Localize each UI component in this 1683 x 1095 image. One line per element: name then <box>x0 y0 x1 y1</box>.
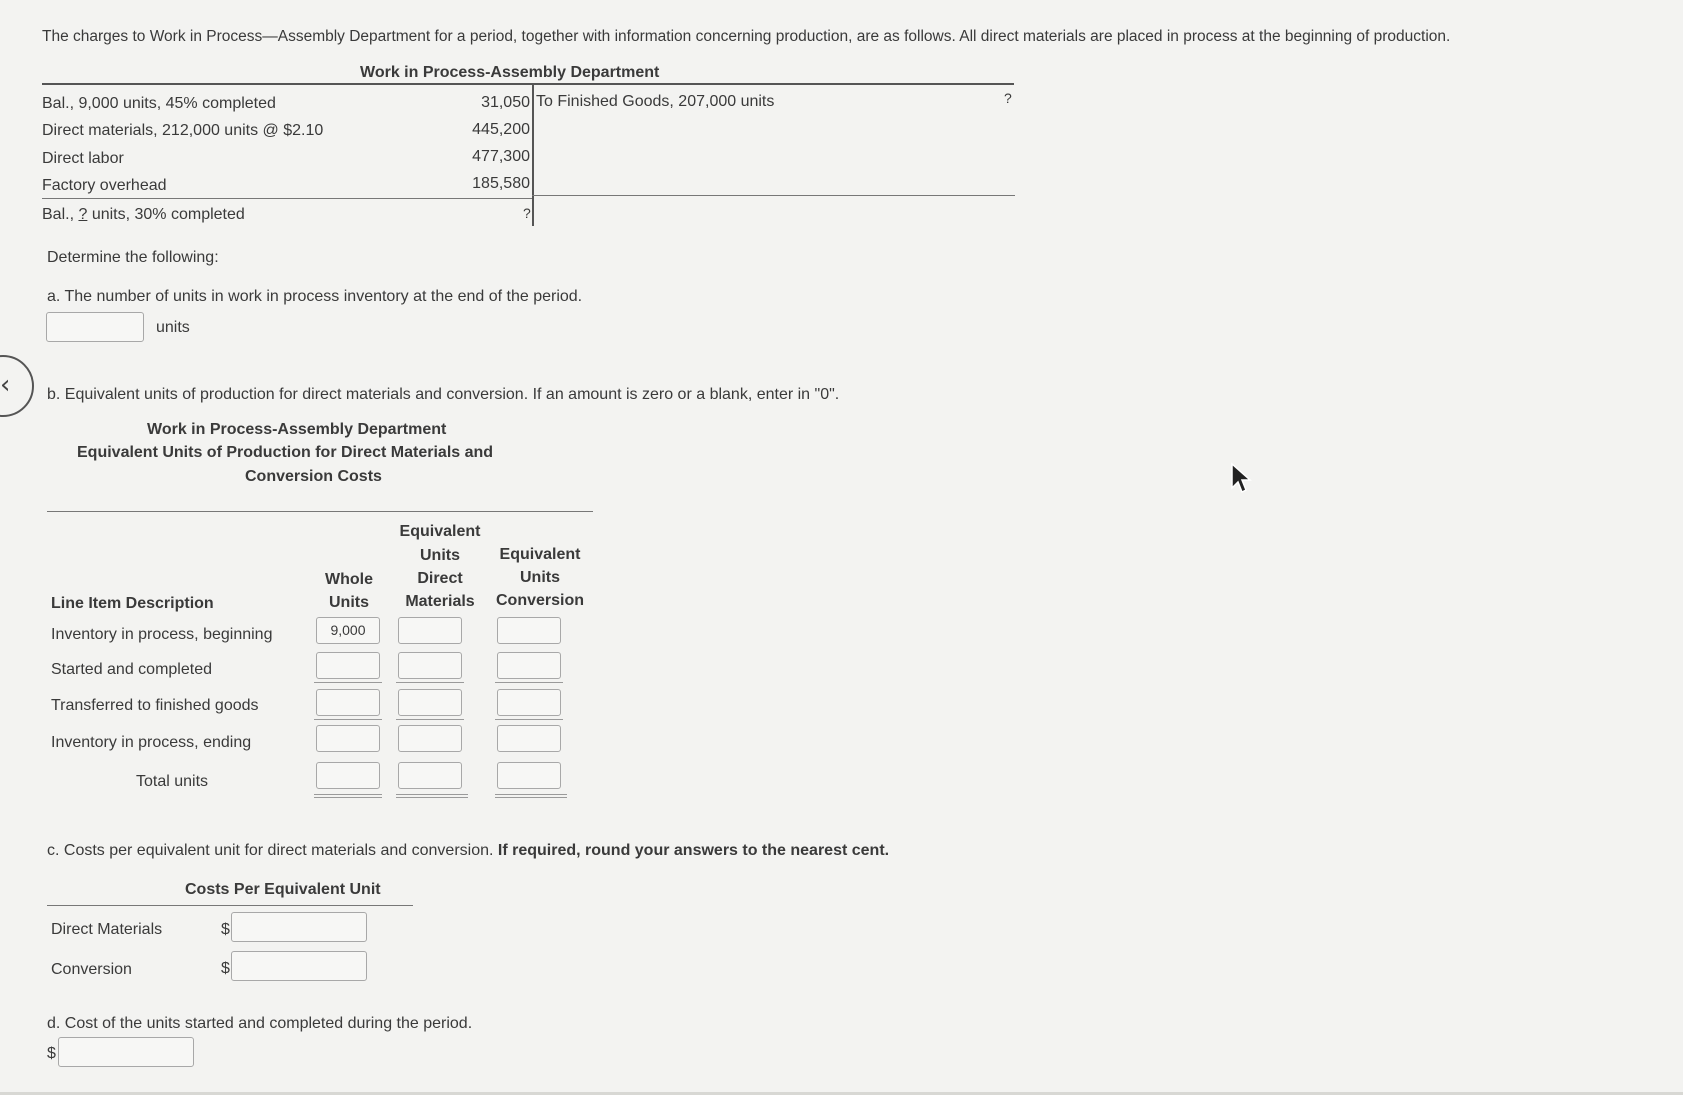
t-debit-label-0: Bal., 9,000 units, 45% completed <box>42 95 276 112</box>
whole-units-ending-input[interactable] <box>316 725 380 752</box>
mouse-pointer-icon <box>1230 462 1254 501</box>
part-c-currency-dm: $ <box>221 921 230 938</box>
part-a-unit-label: units <box>156 319 190 336</box>
part-b-rule <box>47 511 593 512</box>
conv-started-input[interactable] <box>497 652 561 679</box>
header-conv-3: Conversion <box>495 592 584 609</box>
conv-transferred-input[interactable] <box>497 689 561 716</box>
header-dm-1: Equivalent <box>399 523 481 540</box>
part-b-title-2: Equivalent Units of Production for Direct Materials and <box>77 444 494 461</box>
t-debit-total-rule <box>42 198 532 199</box>
part-d-currency: $ <box>47 1045 56 1062</box>
part-d-prompt: d. Cost of the units started and completed during the period. <box>47 1015 473 1032</box>
conv-ending-input[interactable] <box>497 725 561 752</box>
header-whole-1: Whole <box>325 571 373 588</box>
header-dm-4: Materials <box>405 593 475 610</box>
row-label-ending: Inventory in process, ending <box>51 734 252 751</box>
whole-subtotal-rule <box>314 719 382 720</box>
t-debit-label-3: Factory overhead <box>42 177 167 194</box>
dm-beginning-input[interactable] <box>398 617 462 644</box>
whole-total-double-rule <box>314 794 382 798</box>
whole-units-beginning-value: 9,000 <box>316 617 380 644</box>
t-credit-label: To Finished Goods, 207,000 units <box>536 93 775 110</box>
whole-units-total-input[interactable] <box>316 762 380 789</box>
row-label-beginning: Inventory in process, beginning <box>51 626 273 643</box>
t-debit-amount-0: 31,050 <box>481 94 530 111</box>
chevron-left-icon: ‹ <box>0 370 11 400</box>
part-c-label-dm: Direct Materials <box>51 921 163 938</box>
intro-text: The charges to Work in Process—Assembly Department for a period, together with information concerning production, are as follows. All direct materials are placed in process at the beginning of production. <box>42 28 1451 45</box>
dm-ending-input[interactable] <box>398 725 462 752</box>
whole-units-transferred-input[interactable] <box>316 689 380 716</box>
part-c-rule <box>47 905 413 906</box>
dm-cost-per-unit-input[interactable] <box>231 912 367 942</box>
dm-total-input[interactable] <box>398 762 462 789</box>
t-credit-total-rule <box>532 195 1015 196</box>
part-b-prompt: b. Equivalent units of production for direct materials and conversion. If an amount is zero or a blank, enter in "0". <box>47 386 840 403</box>
dm-started-input[interactable] <box>398 652 462 679</box>
t-debit-label-2: Direct labor <box>42 150 124 167</box>
conversion-cost-per-unit-input[interactable] <box>231 951 367 981</box>
part-a-units-input[interactable] <box>46 312 144 342</box>
part-b-title-1: Work in Process-Assembly Department <box>147 421 447 438</box>
header-description: Line Item Description <box>51 595 214 612</box>
row-label-transferred: Transferred to finished goods <box>51 697 259 714</box>
t-debit-amount-2: 477,300 <box>472 148 530 165</box>
header-dm-2: Units <box>420 547 460 564</box>
t-ending-balance-amount: ? <box>523 205 531 221</box>
row-label-total: Total units <box>136 773 209 790</box>
part-c-label-conv: Conversion <box>51 961 132 978</box>
determine-text: Determine the following: <box>47 249 219 266</box>
conv-transfer-rule <box>495 682 563 683</box>
t-account-title: Work in Process-Assembly Department <box>360 64 660 81</box>
part-b-title-3: Conversion Costs <box>245 468 382 485</box>
t-debit-amount-3: 185,580 <box>472 175 530 192</box>
conv-subtotal-rule <box>495 719 563 720</box>
t-ending-balance-label: Bal., ? units, 30% completed <box>42 206 245 223</box>
t-credit-amount: ? <box>1004 90 1012 106</box>
header-conv-2: Units <box>520 569 560 586</box>
dm-subtotal-rule <box>396 719 464 720</box>
dm-transfer-rule <box>396 682 464 683</box>
part-c-prompt: c. Costs per equivalent unit for direct materials and conversion. If required, round your answers to the nearest cent. <box>47 842 890 859</box>
whole-transfer-rule <box>314 682 382 683</box>
t-debit-amount-1: 445,200 <box>472 121 530 138</box>
part-c-title: Costs Per Equivalent Unit <box>185 881 381 898</box>
conv-total-input[interactable] <box>497 762 561 789</box>
dm-total-double-rule <box>396 794 468 798</box>
whole-units-started-input[interactable] <box>316 652 380 679</box>
t-debit-label-1: Direct materials, 212,000 units @ $2.10 <box>42 122 324 139</box>
header-whole-2: Units <box>329 594 369 611</box>
t-account-divider <box>532 84 534 226</box>
started-completed-cost-input[interactable] <box>58 1037 194 1067</box>
part-a-prompt: a. The number of units in work in process inventory at the end of the period. <box>47 288 583 305</box>
header-dm-3: Direct <box>417 570 463 587</box>
dm-transferred-input[interactable] <box>398 689 462 716</box>
row-label-started: Started and completed <box>51 661 212 678</box>
conv-total-double-rule <box>495 794 567 798</box>
part-c-currency-conv: $ <box>221 960 230 977</box>
conv-beginning-input[interactable] <box>497 617 561 644</box>
t-account-top-rule <box>42 83 1014 85</box>
header-conv-1: Equivalent <box>499 546 581 563</box>
